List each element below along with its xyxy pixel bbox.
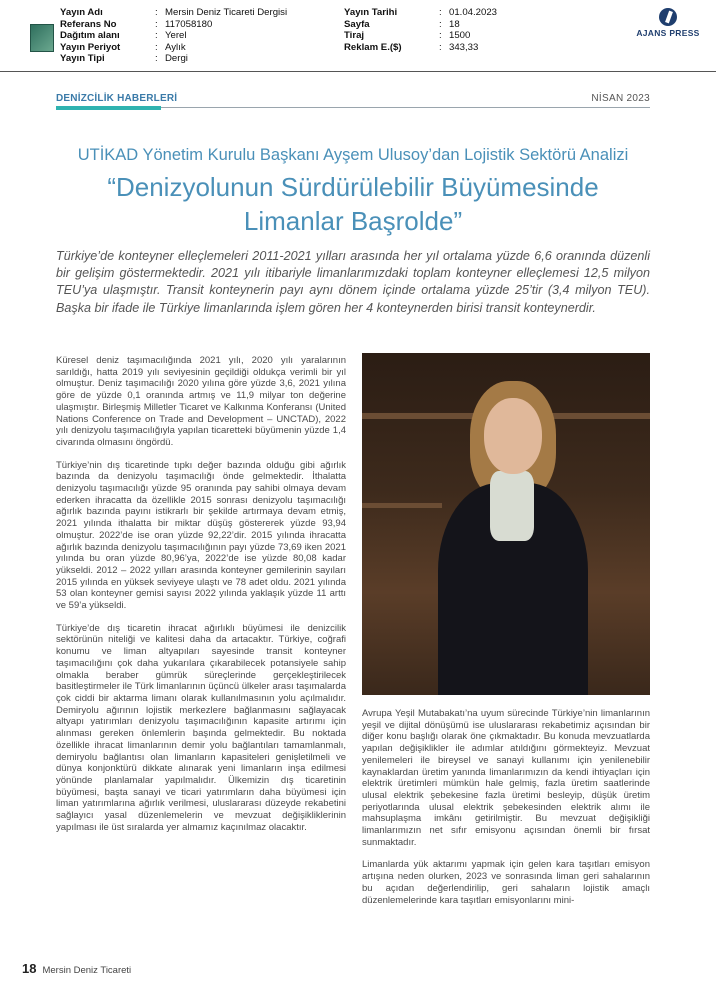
footer-publication: Mersin Deniz Ticareti (42, 965, 132, 976)
meta-colon: : (155, 30, 158, 42)
meta-key: Yayın Adı (60, 7, 103, 18)
meta-colon: : (439, 30, 442, 42)
portrait-photo (362, 353, 650, 695)
logo-text: AJANS PRESS (636, 28, 700, 38)
section-label: DENİZCİLİK HABERLERİ (56, 93, 178, 104)
meta-colon: : (155, 41, 158, 53)
meta-key: Referans No (60, 18, 117, 30)
issue-date: NİSAN 2023 (591, 93, 650, 104)
page-number: 18 (22, 961, 37, 976)
body-paragraph: Avrupa Yeşil Mutabakatı’na uyum sürecinde Türkiye’nin limanlarının yeşil ve dijital dönüşümü ise uluslararası rekabetimiz açısından bir diğer konu başlığı olarak öne çıkmaktadır. Bu konuda mevzuatlarda yapılan değişiklikler ile adımlar atıldığını görmekteyiz. Mevzuat yenilemeleri ile bireysel ve sanayi kullanımı için yenilenebilir kaynaklardan üretim yanında limanlarımızın da kendi ihtiyaçları için elektrik üretimleri mümkün hale gelmiş, fazla üretim saatlerinde ulusal elektrik şebekesine fazla üretimi besleyip, düşük üretim periyotlarında ulusal elektrik şebekesinden elektrik alımı ile mahsuplaşma imkânı getirilmiştir. Bu mevzuat değişikliği limanlarımızın net sıfır emisyonu açısından önemli bir fırsat sunmaktadır. (362, 708, 650, 848)
meta-row (344, 19, 497, 31)
meta-value: Aylık (165, 41, 186, 53)
section-accent-bar (56, 106, 161, 110)
meta-left-column (60, 7, 287, 65)
photo-subject-scarf (490, 471, 534, 541)
meta-row (60, 7, 287, 19)
meta-colon: : (155, 7, 158, 18)
page-footer (22, 961, 131, 976)
meta-key: Yayın Tipi (60, 53, 105, 65)
meta-value: Yerel (165, 30, 187, 42)
meta-row (344, 42, 497, 54)
meta-value: Dergi (165, 53, 188, 65)
photo-subject-face (484, 398, 542, 474)
meta-key: Yayın Periyot (60, 41, 121, 53)
meta-value: 18 (449, 18, 460, 30)
headline-line: “Denizyolunun Sürdürülebilir Büyümesinde (107, 172, 599, 202)
meta-row (60, 30, 287, 42)
meta-row (60, 53, 287, 65)
meta-key: Tiraj (344, 30, 365, 42)
article-lead: Türkiye’de konteyner elleçlemeleri 2011-2021 yılları arasında her yıl ortalama yüzde 6,6 oranında düzenli bir gelişim göstermektedir. 2021 yılı itibariyle limanlarımızdaki toplam konteyner elleçlemesi 12,5 milyon TEU’ya ulaşmıştır. Transit konteynerin payı aynı dönem içinde ortalama yüzde 25’tir (3,4 milyon TEU). Başka bir ifade ile Türkiye limanlarında işlem gören her 4 konteynerden birisi transit konteynerdir. (56, 249, 650, 315)
meta-key: Yayın Tarihi (344, 7, 398, 18)
body-paragraph: Türkiye’nin dış ticaretinde tıpkı değer bazında olduğu gibi ağırlık bazında da denizyolu taşımacılığı önde gelmektedir. İthalatta denizyolu taşımacılığı yüzde 95 oranında pay sahibi olmaya devam ederken ihracatta da özellikle 2015 sonrası denizyolu taşımacılığı ağırlık bazında payını istikrarlı bir şekilde artırmaya devam etmiş, 2021 yılında ithalatta bir miktar düşüş göstererek yüzde 93,94 olmuştur. 2022’de ise oran yüzde 92,22’dir. 2015 yılında ihracatta ağırlık bazında denizyolu taşımacılığının payı yüzde 73,69 iken 2021 yılında bu oran yüzde 80,96’ya, 2022’de ise yüzde 80,08 kadar yükseldi. 2012 – 2022 yılları arasında konteyner gemilerinin sayıları 2015 yılında en yüksek seviyeye ulaştı ve 78 adet oldu. 2021 yılında 53 olan konteyner gemisi sayısı 2022 yılında yaklaşık yüzde 11 arttı ve 59’a yükseldi. (56, 459, 346, 612)
body-column-right (362, 708, 650, 917)
photo-background-shelf (362, 503, 442, 508)
press-clipping-header (0, 0, 716, 72)
meta-key: Reklam E.($) (344, 41, 402, 53)
logo-icon (659, 8, 677, 26)
article-kicker: UTİKAD Yönetim Kurulu Başkanı Ayşem Ulusoy’dan Lojistik Sektörü Analizi (77, 146, 629, 164)
meta-row (344, 7, 497, 19)
meta-value: 1500 (449, 30, 471, 42)
meta-value: 117058180 (165, 18, 213, 30)
meta-colon: : (155, 53, 158, 65)
meta-colon: : (439, 18, 442, 30)
body-paragraph: Limanlarda yük aktarımı yapmak için gelen kara taşıtları emisyon artışına neden olurken, 2023 ve sonrasında liman geri sahalarının bu açıdan değerlendirilip, geri sahaların lojistik amaçlı düzenlemelerinde kara taşıtları emisyonlarını mini- (362, 859, 650, 906)
body-paragraph: Küresel deniz taşımacılığında 2021 yılı, 2020 yılı yaralarının sarıldığı, hatta 2019 yılı seviyesinin geçildiği oldukça verimli bir yıl olmuştur. Deniz taşımacılığı 2020 yılına göre yüzde 3,6, 2021 yılına göre de yüzde 0,1 oranında artmış ve 11,9 milyar ton değerine ulaşmıştır. Birleşmiş Milletler Ticaret ve Kalkınma Konferansı (United Nations Conference on Trade and Development – UNCTAD), 2022 yılı denizyolu taşımacılığıyla yapılan ticaretteki büyümenin yüzde 1,4 civarında olmasını öngördü. (56, 355, 346, 448)
meta-row (60, 42, 287, 54)
header-divider (0, 71, 716, 72)
body-paragraph: Türkiye’de dış ticaretin ihracat ağırlıklı büyümesi ile denizcilik sektörünün niteliği ve kalitesi daha da artacaktır. Türkiye, coğrafi konumu ve liman altyapıları sayesinde transit konteyner taşımacılığını çok daha yukarılara çıkarabilecek potansiyele sahip olmakla beraber gümrük süreçlerinde gerçekleştirilecek basitleştirmeler ile Türk limanlarının üçüncü ülkeler arası taşımalarda çok ciddi bir aktarma limanı olarak kullanılmasının yolu açılmalıdır. Demiryolu ağırının lojistik merkezlere bağlanmasını sağlayacak altyapı yatırımları denizyolu taşımacılığının kapasite artırımı için alınması gereken önlemlerin başında gelmektedir. Bu noktada özellikle ihracat limanlarının demir yolu bağlantıları tamamlanmalı, demiryolu bağlantısı olan limanların kapasiteleri genişletilmeli ve dünya konjonktürü dikkate alınarak yeni limanların inşa edilmesi yönünde planlamalar yapılmalıdır. Ülkemizin dış ticaretinin büyümesi, başta sanayi ve ticari yatırımların daha büyümesi için liman yatırımlarına ağırlık verilmesi, uluslararası düzeyde rekabetini sağlayıcı yasal düzenlemelerin ve mevzuat değişikliklerinin yapılması ile üst sıralarda yer almamız kaçınılmaz olacaktır. (56, 622, 346, 833)
publication-thumbnail (30, 24, 54, 52)
article-headline (56, 170, 650, 238)
meta-row (344, 30, 497, 42)
meta-value: 01.04.2023 (449, 7, 498, 18)
meta-value: Mersin Deniz Ticareti Dergisi (165, 7, 288, 18)
meta-colon: : (155, 18, 158, 30)
ajans-press-logo (628, 8, 708, 38)
meta-key: Dağıtım alanı (60, 30, 120, 42)
meta-key: Sayfa (344, 18, 370, 30)
body-column-left (56, 355, 346, 844)
headline-line: Limanlar Başrolde” (243, 206, 463, 236)
meta-value: 343,33 (449, 41, 479, 53)
meta-right-column (344, 7, 497, 53)
meta-colon: : (439, 41, 442, 53)
meta-row (60, 19, 287, 31)
meta-colon: : (439, 7, 442, 18)
